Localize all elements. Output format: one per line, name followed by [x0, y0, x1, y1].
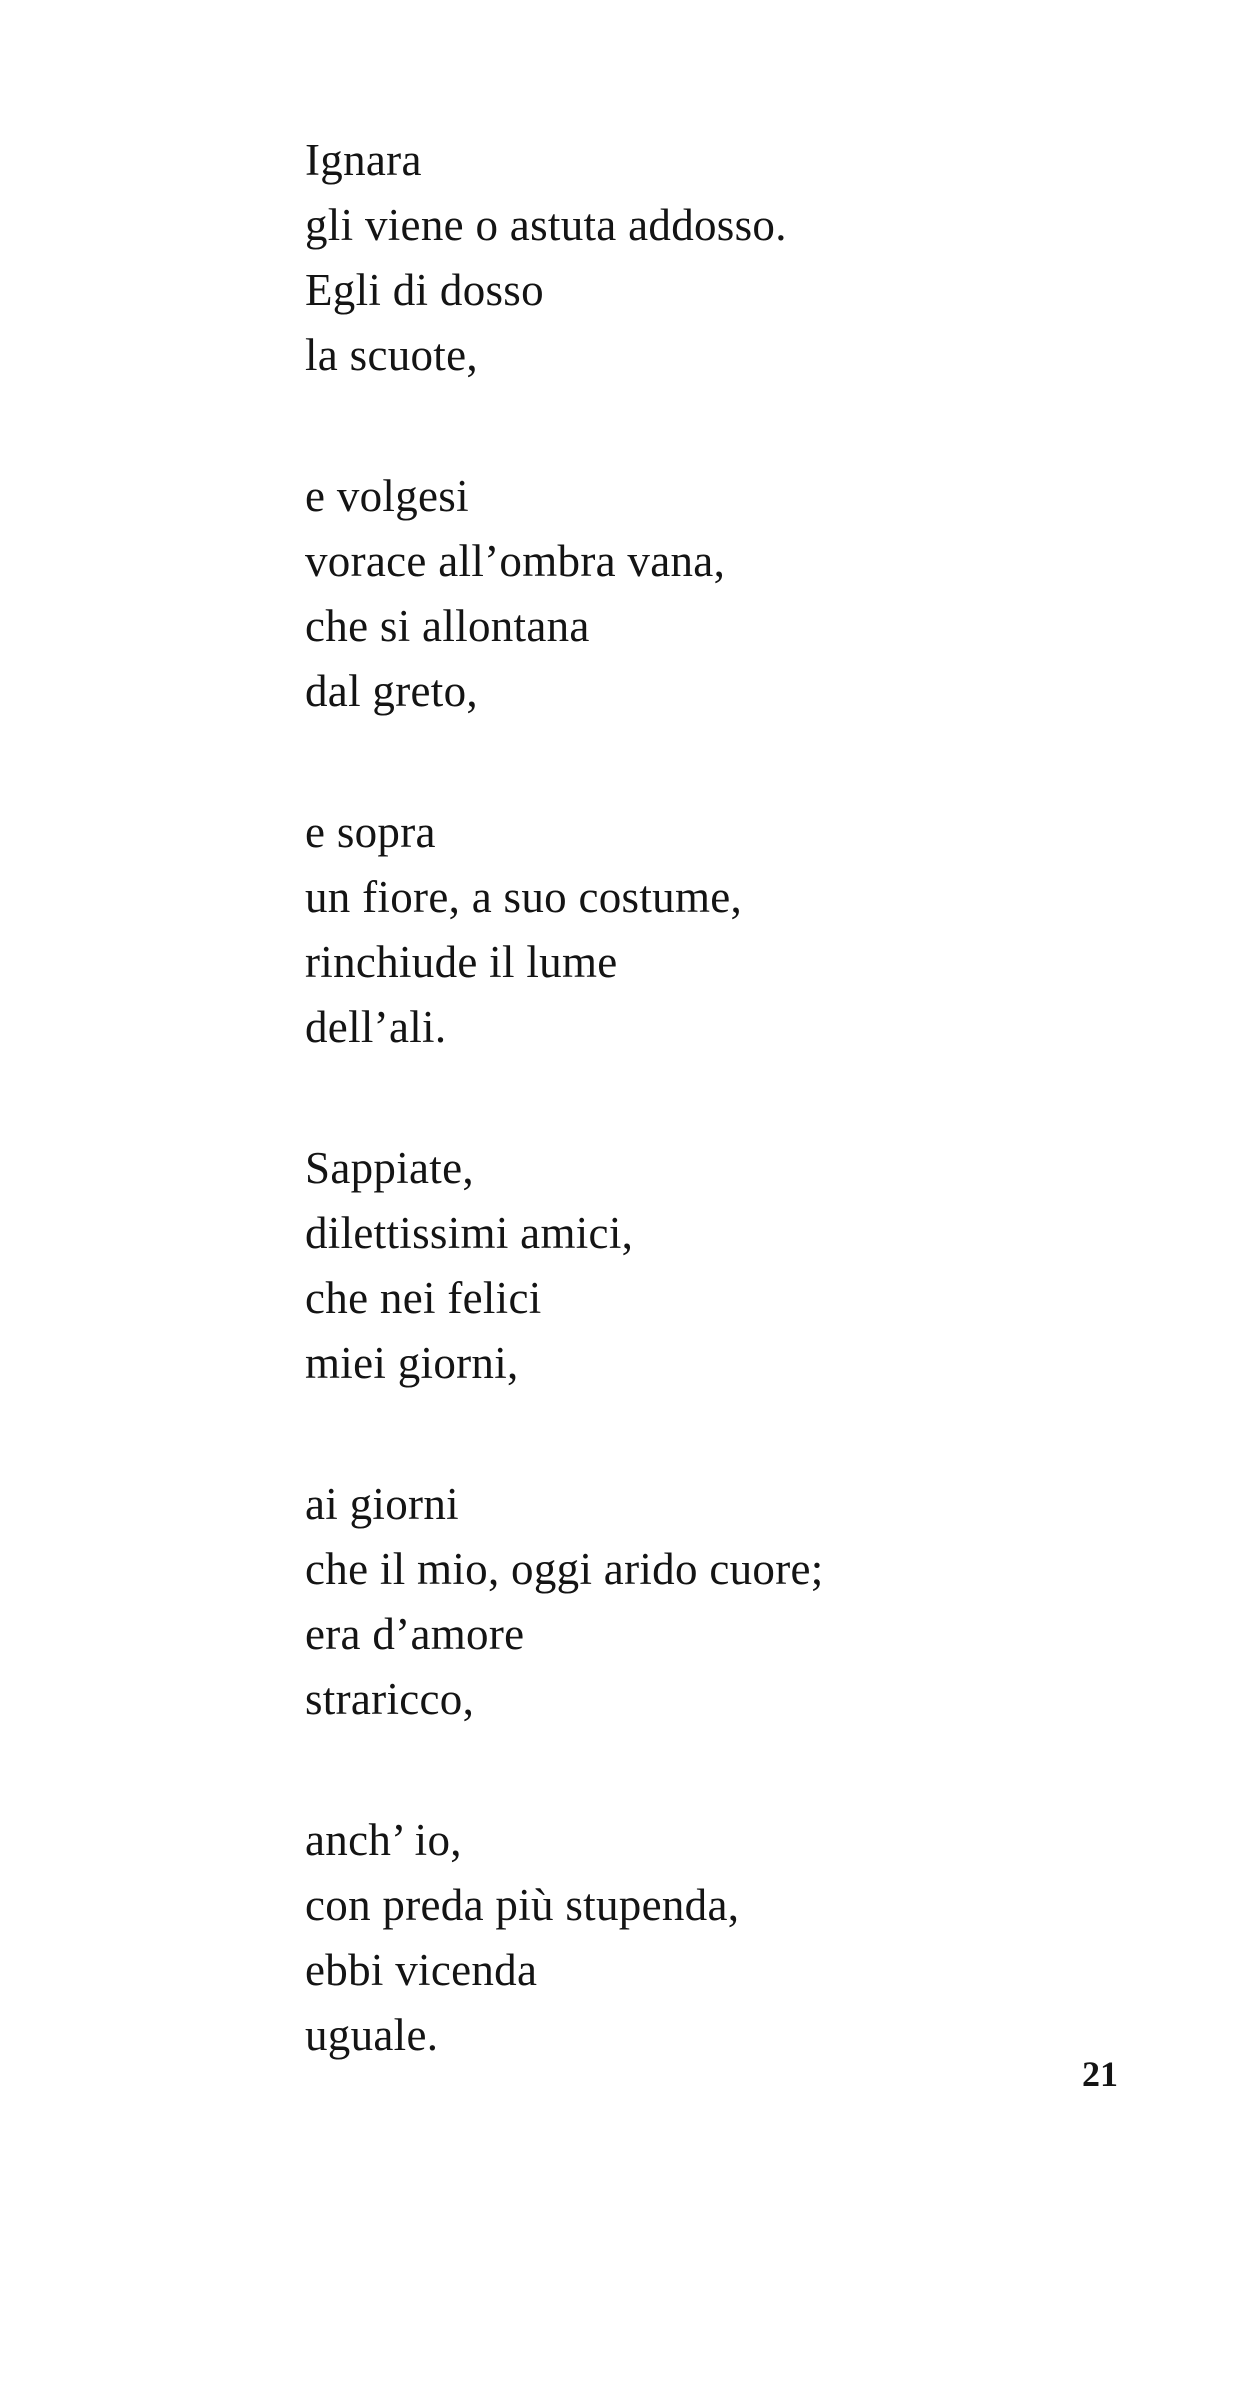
- poem-line: ai giorni: [305, 1479, 459, 1529]
- stanza-6: [305, 1808, 1105, 2068]
- poem-line: e volgesi: [305, 471, 469, 521]
- poem-line: anch’ io,: [305, 1815, 462, 1865]
- poem-text: [305, 128, 1105, 2144]
- poem-line: un fiore, a suo costume,: [305, 872, 743, 922]
- poem-line: e sopra: [305, 807, 436, 857]
- poem-line: che il mio, oggi arido cuore;: [305, 1544, 824, 1594]
- poem-line: Ignara: [305, 135, 422, 185]
- poem-line: la scuote,: [305, 330, 478, 380]
- stanza-5: [305, 1472, 1105, 1732]
- poem-line: con preda più stupenda,: [305, 1880, 740, 1930]
- poem-line: dal greto,: [305, 666, 478, 716]
- poem-line: uguale.: [305, 2010, 439, 2060]
- stanza-3: [305, 800, 1105, 1060]
- poem-line: straricco,: [305, 1674, 475, 1724]
- poem-line: era d’amore: [305, 1609, 525, 1659]
- poem-line: dilettissimi amici,: [305, 1208, 634, 1258]
- poem-line: che si allontana: [305, 601, 590, 651]
- poem-line: ebbi vicenda: [305, 1945, 538, 1995]
- poem-line: Egli di dosso: [305, 265, 544, 315]
- poem-line: dell’ali.: [305, 1002, 447, 1052]
- poem-line: gli viene o astuta addosso.: [305, 200, 787, 250]
- poem-line: che nei felici: [305, 1273, 542, 1323]
- page-number: 21: [1082, 2054, 1118, 2094]
- poem-line: rinchiude il lume: [305, 937, 618, 987]
- poem-line: Sappiate,: [305, 1143, 474, 1193]
- stanza-4: [305, 1136, 1105, 1396]
- poem-line: miei giorni,: [305, 1338, 519, 1388]
- stanza-2: [305, 464, 1105, 724]
- poem-line: vorace all’ombra vana,: [305, 536, 726, 586]
- stanza-1: [305, 128, 1105, 388]
